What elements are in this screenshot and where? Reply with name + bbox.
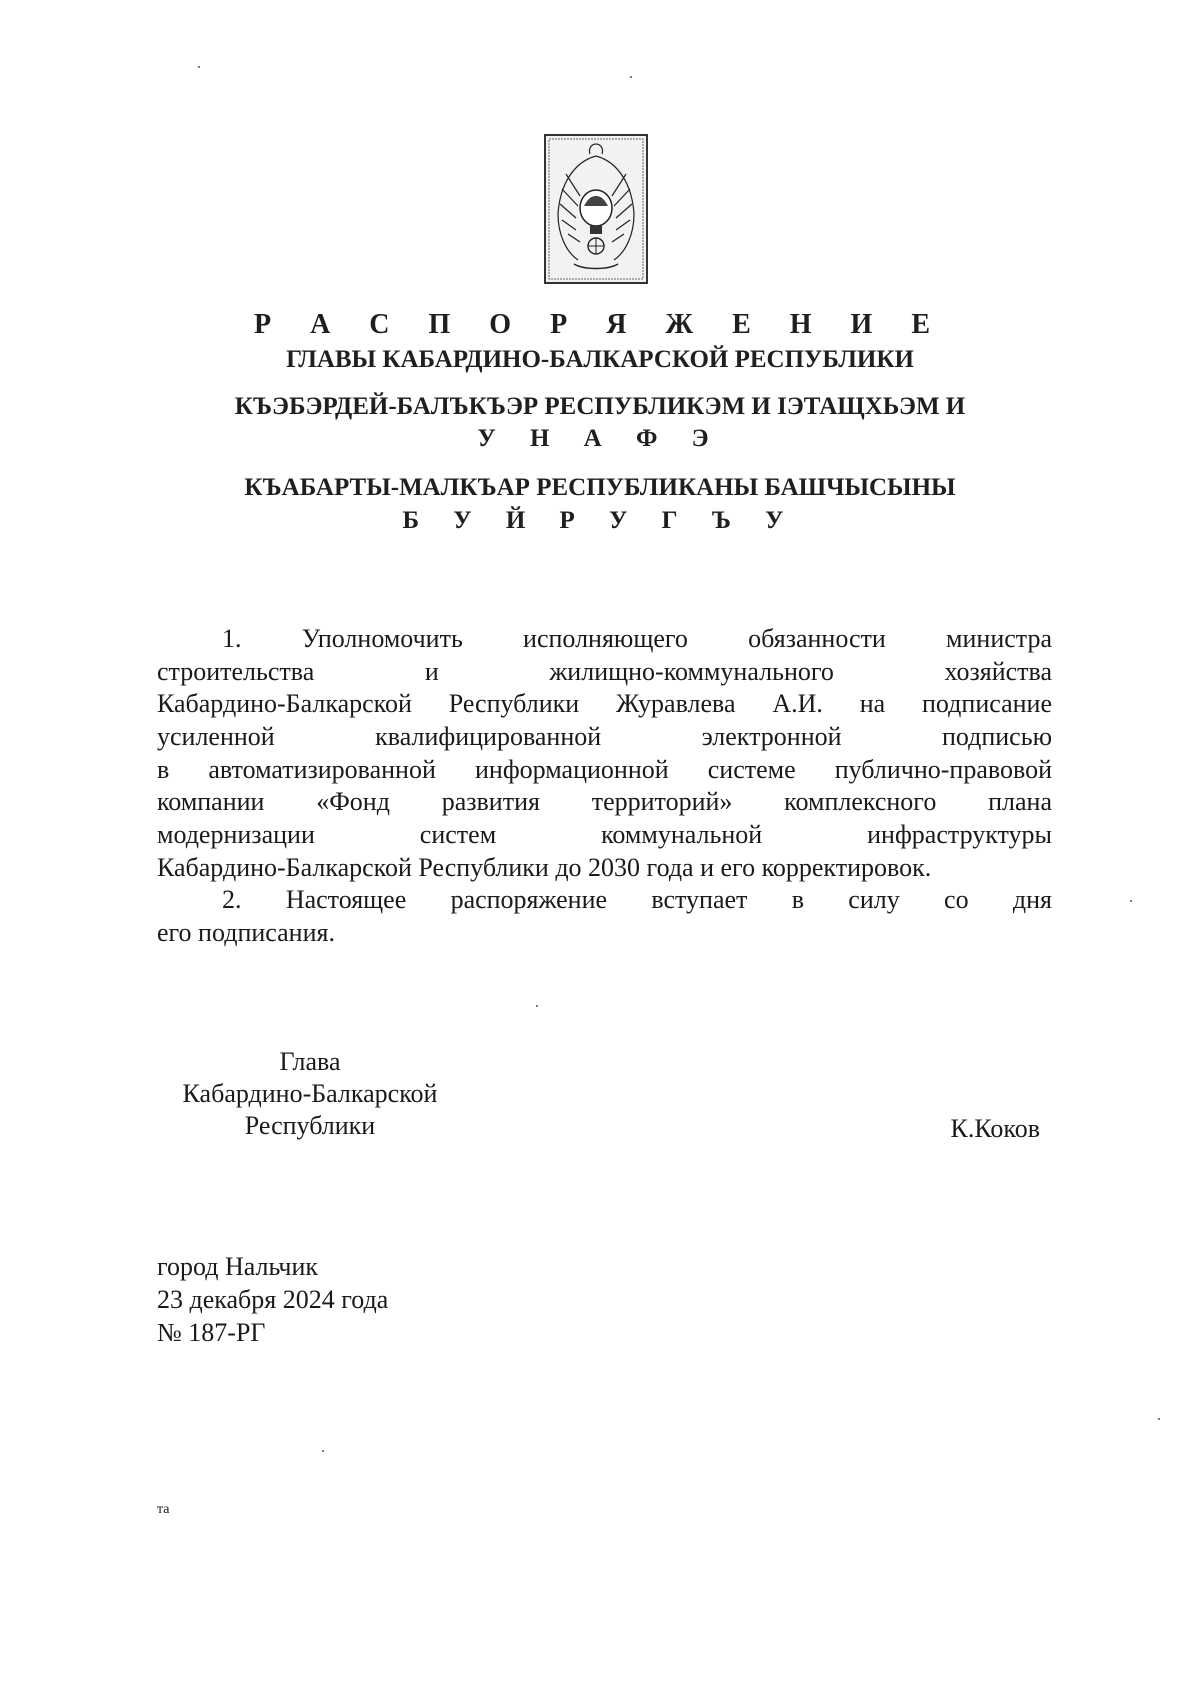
signatory-position-line-1: Глава [279, 1047, 341, 1076]
scan-speck [536, 1005, 538, 1007]
document-number: № 187-РГ [157, 1318, 266, 1347]
signatory-position-line-2: Кабардино-Балкарской [182, 1079, 438, 1108]
signatory-name: К.Коков [950, 1114, 1040, 1143]
body-item-1-line-4: усиленной квалифицированной электронной подписью [157, 722, 1052, 751]
body-item-2-line-1: 2. Настоящее распоряжение вступает в силу со дня [222, 885, 1052, 914]
body-item-1-line-2: строительства и жилищно-коммунального хозяйства [157, 657, 1052, 686]
scan-speck [1158, 1418, 1160, 1420]
body-item-1-line-3: Кабардино-Балкарской Республики Журавлева А.И. на подписание [157, 689, 1052, 718]
signatory-position-line-3: Республики [244, 1111, 376, 1140]
issuer-line-kabardian: КЪЭБЭРДЕЙ-БАЛЪКЪЭР РЕСПУБЛИКЭМ И IЭТАЩХЬЭМ И [234, 393, 966, 420]
scan-speck [630, 76, 632, 78]
document-type-title: Р А С П О Р Я Ж Е Н И Е [253, 309, 947, 340]
body-item-1-line-5: в автоматизированной информационной системе публично-правовой [157, 755, 1052, 784]
body-item-1-line-8: Кабардино-Балкарской Республики до 2030 года и его корректировок. [157, 853, 932, 882]
signatory-position [160, 1046, 460, 1142]
body-item-1-line-7: модернизации систем коммунальной инфраструктуры [157, 820, 1052, 849]
issuer-line-russian: ГЛАВЫ КАБАРДИНО-БАЛКАРСКОЙ РЕСПУБЛИКИ [286, 346, 914, 373]
document-type-kabardian: У Н А Ф Э [477, 425, 723, 452]
body-item-2-line-2: его подписания. [157, 918, 335, 947]
scan-speck [322, 1450, 324, 1452]
issuer-line-balkar: КЪАБАРТЫ-МАЛКЪАР РЕСПУБЛИКАНЫ БАШЧЫСЫНЫ [244, 474, 956, 501]
coat-of-arms-emblem [544, 134, 648, 284]
document-footer [157, 1250, 388, 1349]
scan-speck [1130, 900, 1132, 902]
body-item-1-line-6: компании «Фонд развития территорий» комплексного плана [157, 787, 1052, 816]
body-item-1-line-1: 1. Уполномочить исполняющего обязанности министра [222, 624, 1052, 653]
issue-date: 23 декабря 2024 года [157, 1285, 389, 1314]
scan-speck [198, 66, 200, 68]
issue-city: город Нальчик [157, 1252, 319, 1281]
document-type-balkar: Б У Й Р У Г Ъ У [402, 507, 798, 534]
document-tag: та [157, 1502, 170, 1517]
